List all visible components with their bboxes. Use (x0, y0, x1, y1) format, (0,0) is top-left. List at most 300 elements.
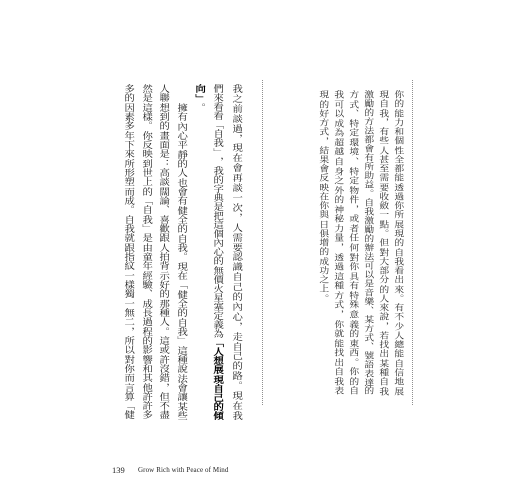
glyph: 外 (331, 185, 344, 195)
glyph: ， (376, 321, 389, 331)
glyph: 的 (175, 308, 187, 318)
glyph: 越 (331, 147, 344, 156)
glyph: 和 (140, 363, 152, 373)
glyph: 到 (157, 111, 169, 121)
glyph: 全 (391, 154, 404, 164)
glyph: 談 (230, 183, 242, 193)
glyph: 就 (331, 329, 344, 338)
glyph: 增 (316, 238, 329, 247)
glyph: 勵 (361, 224, 374, 234)
glyph: 「 (175, 280, 187, 290)
glyph: 反 (140, 139, 152, 149)
glyph: 其 (140, 373, 152, 383)
glyph: 何 (346, 243, 359, 252)
glyph: 樣 (140, 111, 152, 121)
glyph: 現 (230, 143, 242, 153)
sidebar-text-column (361, 90, 374, 395)
glyph: 歡 (157, 223, 169, 233)
glyph: 或 (346, 214, 359, 223)
body-text-column (139, 84, 153, 420)
glyph: 。 (193, 103, 205, 113)
glyph: 我 (230, 84, 242, 93)
glyph: 多 (140, 410, 152, 420)
glyph: 對 (122, 354, 134, 364)
glyph: 不 (157, 401, 169, 411)
glyph: 內 (230, 301, 242, 311)
glyph: 心 (175, 130, 187, 140)
glyph: ， (230, 321, 242, 331)
glyph: 過 (391, 191, 404, 201)
glyph: 現 (316, 90, 329, 99)
glyph: 定 (346, 128, 359, 137)
glyph: 的 (361, 107, 374, 117)
glyph: 心 (230, 311, 242, 321)
sidebar-text-column (346, 90, 359, 395)
glyph: 會 (230, 163, 242, 173)
glyph: 路 (230, 371, 242, 381)
glyph: 以 (361, 269, 374, 279)
glyph: 。 (157, 326, 169, 336)
glyph: 些 (175, 410, 187, 420)
glyph: 「 (211, 338, 223, 348)
glyph: 信 (391, 367, 404, 377)
glyph: 們 (211, 84, 223, 93)
glyph: 表 (331, 386, 344, 395)
glyph: 部 (376, 266, 389, 275)
glyph: 在 (230, 153, 242, 163)
glyph: 人 (230, 222, 242, 232)
glyph: 然 (140, 84, 152, 93)
glyph: 背 (157, 261, 169, 271)
glyph: 盡 (157, 410, 169, 420)
glyph: 式 (316, 127, 329, 136)
glyph: 需 (230, 232, 242, 242)
glyph: 激 (361, 90, 374, 99)
glyph: 西 (346, 348, 359, 357)
glyph: 可 (331, 99, 344, 109)
glyph: 好 (316, 108, 329, 118)
glyph: 我 (211, 165, 223, 175)
glyph: 現 (175, 261, 187, 271)
glyph: 獨 (122, 289, 134, 299)
glyph: 的 (346, 376, 359, 386)
glyph: 可 (361, 260, 374, 270)
glyph: 展 (391, 219, 404, 229)
glyph: 。 (316, 293, 329, 303)
glyph: 一 (122, 270, 134, 280)
glyph: ， (316, 136, 329, 146)
glyph: 過 (331, 262, 344, 271)
glyph: 樣 (122, 279, 134, 289)
glyph: ， (211, 156, 223, 166)
glyph: 字 (211, 183, 223, 193)
glyph: 健 (175, 205, 187, 215)
glyph: 式 (331, 300, 344, 309)
sidebar-text-column (391, 90, 404, 395)
sidebar-box-border-left (262, 80, 263, 405)
glyph: 方 (331, 290, 344, 300)
glyph: 為 (331, 128, 344, 137)
glyph: 己 (211, 392, 223, 402)
glyph: 己 (230, 282, 242, 292)
glyph: 我 (376, 386, 389, 395)
glyph: ， (346, 204, 359, 214)
glyph: 上 (316, 284, 329, 293)
glyph: ： (157, 158, 169, 168)
glyph: 人 (376, 293, 389, 303)
glyph: 會 (316, 164, 329, 173)
glyph: 展 (211, 365, 223, 375)
glyph: 、 (361, 341, 374, 351)
glyph: 」 (211, 147, 223, 157)
glyph: 想 (157, 102, 169, 112)
glyph: 自 (376, 377, 389, 386)
glyph: 而 (122, 186, 134, 196)
glyph: 好 (157, 279, 169, 289)
glyph: 某 (376, 358, 389, 368)
glyph: 。 (391, 293, 404, 303)
glyph: 。 (175, 252, 187, 262)
glyph: 、 (346, 156, 359, 166)
glyph: 你 (346, 367, 359, 376)
glyph: 過 (140, 317, 152, 327)
glyph: 人 (211, 347, 223, 357)
glyph: 自 (346, 386, 359, 395)
glyph: 方 (361, 323, 374, 333)
glyph: 示 (157, 270, 169, 280)
glyph: 出 (376, 349, 389, 358)
glyph: 說 (376, 312, 389, 321)
glyph: 的 (230, 292, 242, 302)
glyph: 錯 (157, 373, 169, 383)
glyph: 響 (140, 354, 152, 364)
glyph: 。 (346, 357, 359, 367)
glyph: 在 (316, 191, 329, 201)
glyph: 許 (140, 401, 152, 411)
glyph: 是 (361, 278, 374, 288)
glyph: 上 (140, 177, 152, 187)
glyph: 畫 (157, 130, 169, 140)
glyph: 自 (230, 272, 242, 282)
glyph: 某 (175, 401, 187, 411)
glyph: ， (230, 133, 242, 143)
glyph: 都 (391, 164, 404, 173)
glyph: 全 (175, 298, 187, 308)
glyph: 勵 (361, 98, 374, 108)
glyph: 」 (140, 223, 152, 233)
glyph: 我 (361, 206, 374, 216)
glyph: 是 (140, 233, 152, 243)
glyph: 。 (361, 188, 374, 198)
glyph: 點 (376, 219, 389, 229)
glyph: 定 (346, 176, 359, 185)
glyph: 來 (211, 93, 223, 103)
sidebar-text-column (376, 90, 389, 395)
glyph: 與 (316, 210, 329, 219)
glyph: 有 (346, 281, 359, 290)
glyph: 世 (140, 167, 152, 177)
glyph: 物 (346, 185, 359, 195)
glyph: 方 (361, 116, 374, 126)
glyph: 全 (175, 214, 187, 224)
glyph: 我 (211, 138, 223, 148)
glyph: 所 (361, 161, 374, 171)
glyph: 會 (175, 382, 187, 392)
glyph: 走 (230, 331, 242, 341)
glyph: 多 (122, 121, 134, 131)
glyph: 無 (211, 265, 223, 275)
glyph: 現 (211, 374, 223, 384)
glyph: 的 (361, 386, 374, 395)
glyph: 自 (122, 214, 134, 224)
body-text-column (192, 84, 206, 420)
glyph: 己 (230, 351, 242, 361)
glyph: 的 (175, 224, 187, 234)
glyph: 身 (331, 166, 344, 175)
glyph: 認 (230, 252, 242, 262)
glyph: 到 (140, 158, 152, 168)
glyph: 分 (376, 275, 389, 284)
glyph: 聯 (157, 93, 169, 103)
glyph: 出 (391, 275, 404, 284)
glyph: 語 (361, 359, 374, 369)
glyph: 和 (391, 127, 404, 136)
glyph: 說 (175, 364, 187, 374)
glyph: 之 (316, 275, 329, 284)
glyph: 沒 (157, 363, 169, 373)
glyph: 現 (391, 228, 404, 238)
glyph: 把 (211, 211, 223, 221)
glyph: 典 (211, 192, 223, 202)
glyph: 。 (140, 121, 152, 131)
glyph: 法 (361, 125, 374, 135)
glyph: 這 (175, 345, 187, 355)
glyph: 種 (376, 367, 389, 377)
glyph: 跟 (157, 233, 169, 243)
glyph: 健 (175, 289, 187, 299)
glyph: 健 (122, 410, 134, 420)
glyph: 拍 (157, 251, 169, 261)
glyph: 」 (193, 93, 205, 103)
glyph: 靜 (175, 149, 187, 159)
glyph: 的 (316, 247, 329, 256)
glyph: 達 (361, 377, 374, 386)
glyph: 一 (230, 192, 242, 202)
glyph: 大 (376, 256, 389, 266)
glyph: 一 (376, 210, 389, 219)
glyph: 程 (140, 326, 152, 336)
glyph: 能 (331, 338, 344, 348)
glyph: 種 (331, 281, 344, 290)
glyph: 以 (331, 109, 344, 118)
glyph: 能 (391, 108, 404, 118)
glyph: 若 (376, 330, 389, 340)
glyph: 的 (175, 158, 187, 168)
glyph: 所 (122, 158, 134, 168)
sidebar-text-column (331, 90, 344, 395)
glyph: 秘 (331, 214, 344, 223)
glyph: 次 (230, 202, 242, 212)
glyph: 找 (331, 348, 344, 357)
glyph: 益 (361, 179, 374, 189)
glyph: 或 (157, 345, 169, 355)
glyph: 「 (211, 120, 223, 130)
glyph: 展 (391, 386, 404, 395)
glyph: 具 (346, 271, 359, 281)
glyph: 那 (157, 298, 169, 308)
glyph: 義 (211, 320, 223, 330)
glyph: 許 (140, 391, 152, 401)
glyph: 有 (361, 152, 374, 162)
glyph: 映 (140, 149, 152, 159)
glyph: 的 (122, 93, 134, 103)
glyph: 現 (376, 90, 389, 99)
glyph: 少 (391, 321, 404, 331)
glyph: 的 (211, 401, 223, 411)
glyph: 對 (346, 252, 359, 262)
glyph: 一 (122, 298, 134, 308)
glyph: 自 (230, 341, 242, 351)
glyph: 辦 (361, 242, 374, 252)
glyph: 心 (211, 247, 223, 257)
glyph: 。 (376, 228, 389, 238)
glyph: 會 (175, 186, 187, 196)
glyph: 人 (157, 84, 169, 93)
glyph: 我 (175, 326, 187, 336)
glyph: 看 (391, 266, 404, 275)
glyph: 我 (376, 108, 389, 118)
glyph: 成 (316, 256, 329, 266)
glyph: 內 (175, 121, 187, 131)
glyph: 自 (331, 156, 344, 166)
glyph: 現 (230, 391, 242, 401)
glyph: 你 (140, 130, 152, 140)
glyph: 就 (122, 233, 134, 243)
glyph: 形 (122, 167, 134, 177)
glyph: 是 (140, 93, 152, 103)
glyph: 看 (211, 111, 223, 121)
glyph: 特 (346, 290, 359, 300)
glyph: 能 (391, 349, 404, 358)
glyph: ， (157, 382, 169, 392)
glyph: 的 (391, 238, 404, 247)
glyph: 之 (230, 93, 242, 103)
glyph: ， (331, 243, 344, 252)
glyph: 甚 (376, 154, 389, 164)
glyph: 自 (140, 205, 152, 215)
glyph: 特 (346, 166, 359, 175)
glyph: 來 (391, 284, 404, 294)
glyph: 對 (376, 247, 389, 257)
glyph: 平 (175, 140, 187, 150)
glyph: 出 (331, 357, 344, 367)
glyph: 年 (140, 261, 152, 271)
glyph: 俱 (316, 228, 329, 238)
glyph: 素 (122, 111, 134, 121)
glyph: 年 (122, 130, 134, 140)
glyph: 這 (140, 102, 152, 112)
glyph: 斂 (376, 201, 389, 210)
glyph: 面 (157, 139, 169, 149)
sidebar-text-column (316, 90, 329, 395)
glyph: 驗 (140, 279, 152, 289)
glyph: 談 (230, 113, 242, 123)
glyph: 闊 (157, 186, 169, 196)
glyph: 自 (175, 317, 187, 327)
glyph: 自 (331, 367, 344, 376)
glyph: 影 (140, 345, 152, 355)
glyph: 也 (175, 177, 187, 187)
glyph: 助 (361, 170, 374, 180)
glyph: 算 (122, 391, 134, 401)
glyph: 人 (157, 317, 169, 327)
glyph: 表 (361, 368, 374, 378)
glyph: 結 (316, 145, 329, 155)
glyph: 我 (391, 256, 404, 266)
glyph: 指 (122, 251, 134, 261)
glyph: 」 (175, 336, 187, 346)
glyph: 超 (331, 137, 344, 147)
glyph: 下 (122, 139, 134, 149)
glyph: 談 (157, 177, 169, 187)
glyph: 自 (361, 197, 374, 207)
glyph: 任 (346, 233, 359, 242)
glyph: 價 (211, 274, 223, 284)
glyph: 反 (316, 173, 329, 182)
glyph: 的 (331, 195, 344, 204)
glyph: 之 (331, 176, 344, 185)
glyph: 長 (140, 307, 152, 317)
glyph: 「 (140, 195, 152, 205)
glyph: 他 (140, 382, 152, 392)
glyph: 傾 (211, 410, 223, 420)
glyph: 人 (157, 242, 169, 252)
glyph: 環 (346, 137, 359, 147)
glyph: 些 (376, 136, 389, 145)
glyph: 法 (175, 373, 187, 383)
glyph: 在 (230, 401, 242, 410)
glyph: 性 (391, 145, 404, 155)
glyph: 二 (122, 317, 134, 327)
glyph: 、 (157, 205, 169, 215)
glyph: 你 (122, 363, 134, 373)
body-text-column (210, 84, 224, 420)
glyph: 再 (230, 173, 242, 183)
glyph: 人 (376, 145, 389, 155)
glyph: 所 (391, 210, 404, 219)
glyph: 而 (122, 373, 134, 383)
glyph: 你 (391, 201, 404, 210)
glyph: 我 (331, 376, 344, 386)
glyph: 的 (346, 329, 359, 338)
glyph: 來 (122, 149, 134, 159)
glyph: 的 (316, 99, 329, 109)
glyph: 種 (157, 307, 169, 317)
glyph: 有 (175, 112, 187, 122)
glyph: 定 (211, 310, 223, 320)
glyph: 的 (391, 99, 404, 108)
glyph: 義 (346, 319, 359, 328)
glyph: 找 (376, 340, 389, 349)
glyph: 透 (391, 182, 404, 192)
glyph: 自 (391, 247, 404, 257)
glyph: 力 (331, 223, 344, 233)
glyph: 個 (211, 229, 223, 239)
glyph: 無 (122, 307, 134, 317)
glyph: 有 (175, 196, 187, 206)
glyph: 我 (122, 223, 134, 233)
glyph: 個 (391, 136, 404, 145)
